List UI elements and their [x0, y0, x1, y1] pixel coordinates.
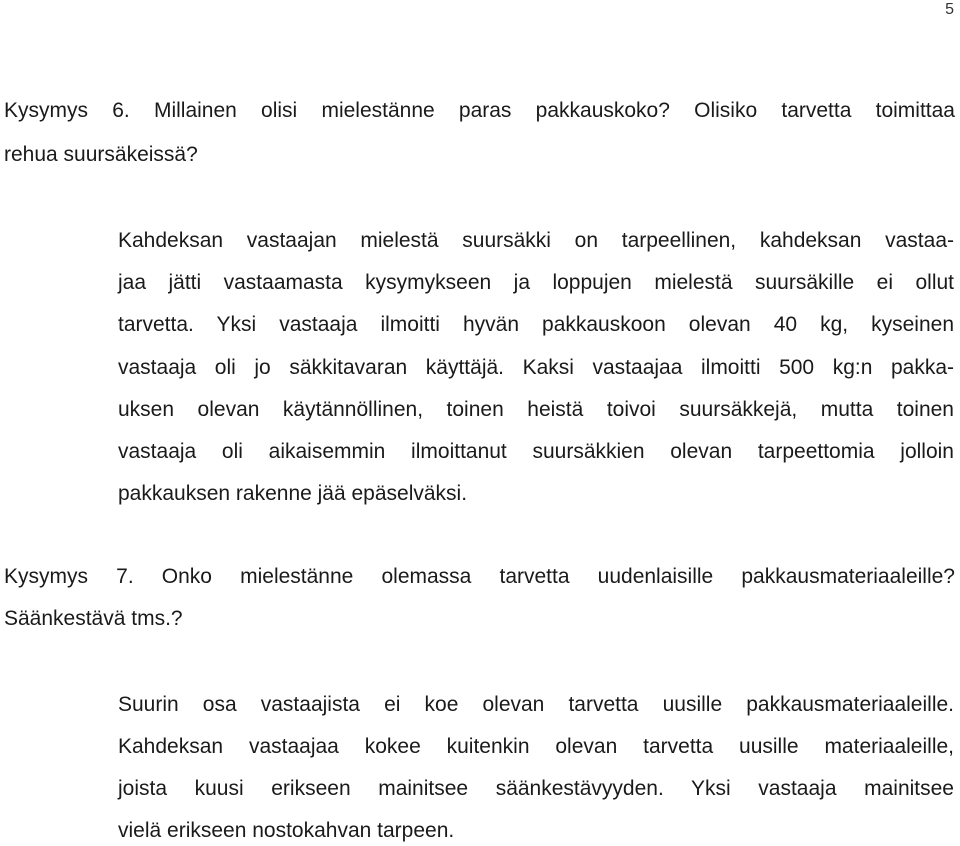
answer-6-line-5: uksen olevan käytännöllinen, toinen heistä toivoi suursäkkejä, mutta toinen	[118, 398, 954, 421]
answer-6-line-2: jaa jätti vastaamasta kysymykseen ja loppujen mielestä suursäkille ei ollut	[118, 271, 954, 294]
question-7-line-1: Kysymys 7. Onko mielestänne olemassa tarvetta uudenlaisille pakkausmateriaaleille?	[4, 565, 955, 588]
answer-6-line-7: pakkauksen rakenne jää epäselväksi.	[118, 482, 468, 505]
answer-6-line-6: vastaaja oli aikaisemmin ilmoittanut suursäkkien olevan tarpeettomia jolloin	[118, 440, 954, 463]
answer-7-line-1: Suurin osa vastaajista ei koe olevan tarvetta uusille pakkausmateriaaleille.	[118, 693, 954, 716]
answer-6-line-4: vastaaja oli jo säkkitavaran käyttäjä. Kaksi vastaajaa ilmoitti 500 kg:n pakka-	[118, 356, 954, 379]
answer-6-line-3: tarvetta. Yksi vastaaja ilmoitti hyvän pakkauskoon olevan 40 kg, kyseinen	[118, 313, 954, 336]
answer-7-line-3: joista kuusi erikseen mainitsee säänkestävyyden. Yksi vastaaja mainitsee	[118, 777, 954, 800]
answer-7-line-4: vielä erikseen nostokahvan tarpeen.	[118, 819, 455, 842]
question-7-line-2: Säänkestävä tms.?	[4, 607, 183, 630]
question-6-line-2: rehua suursäkeissä?	[4, 143, 198, 166]
question-6-line-1: Kysymys 6. Millainen olisi mielestänne paras pakkauskoko? Olisiko tarvetta toimittaa	[4, 99, 955, 122]
page-number: 5	[945, 1, 954, 18]
answer-7-line-2: Kahdeksan vastaajaa kokee kuitenkin olevan tarvetta uusille materiaaleille,	[118, 735, 954, 758]
answer-6-line-1: Kahdeksan vastaajan mielestä suursäkki on tarpeellinen, kahdeksan vastaa-	[118, 229, 954, 252]
